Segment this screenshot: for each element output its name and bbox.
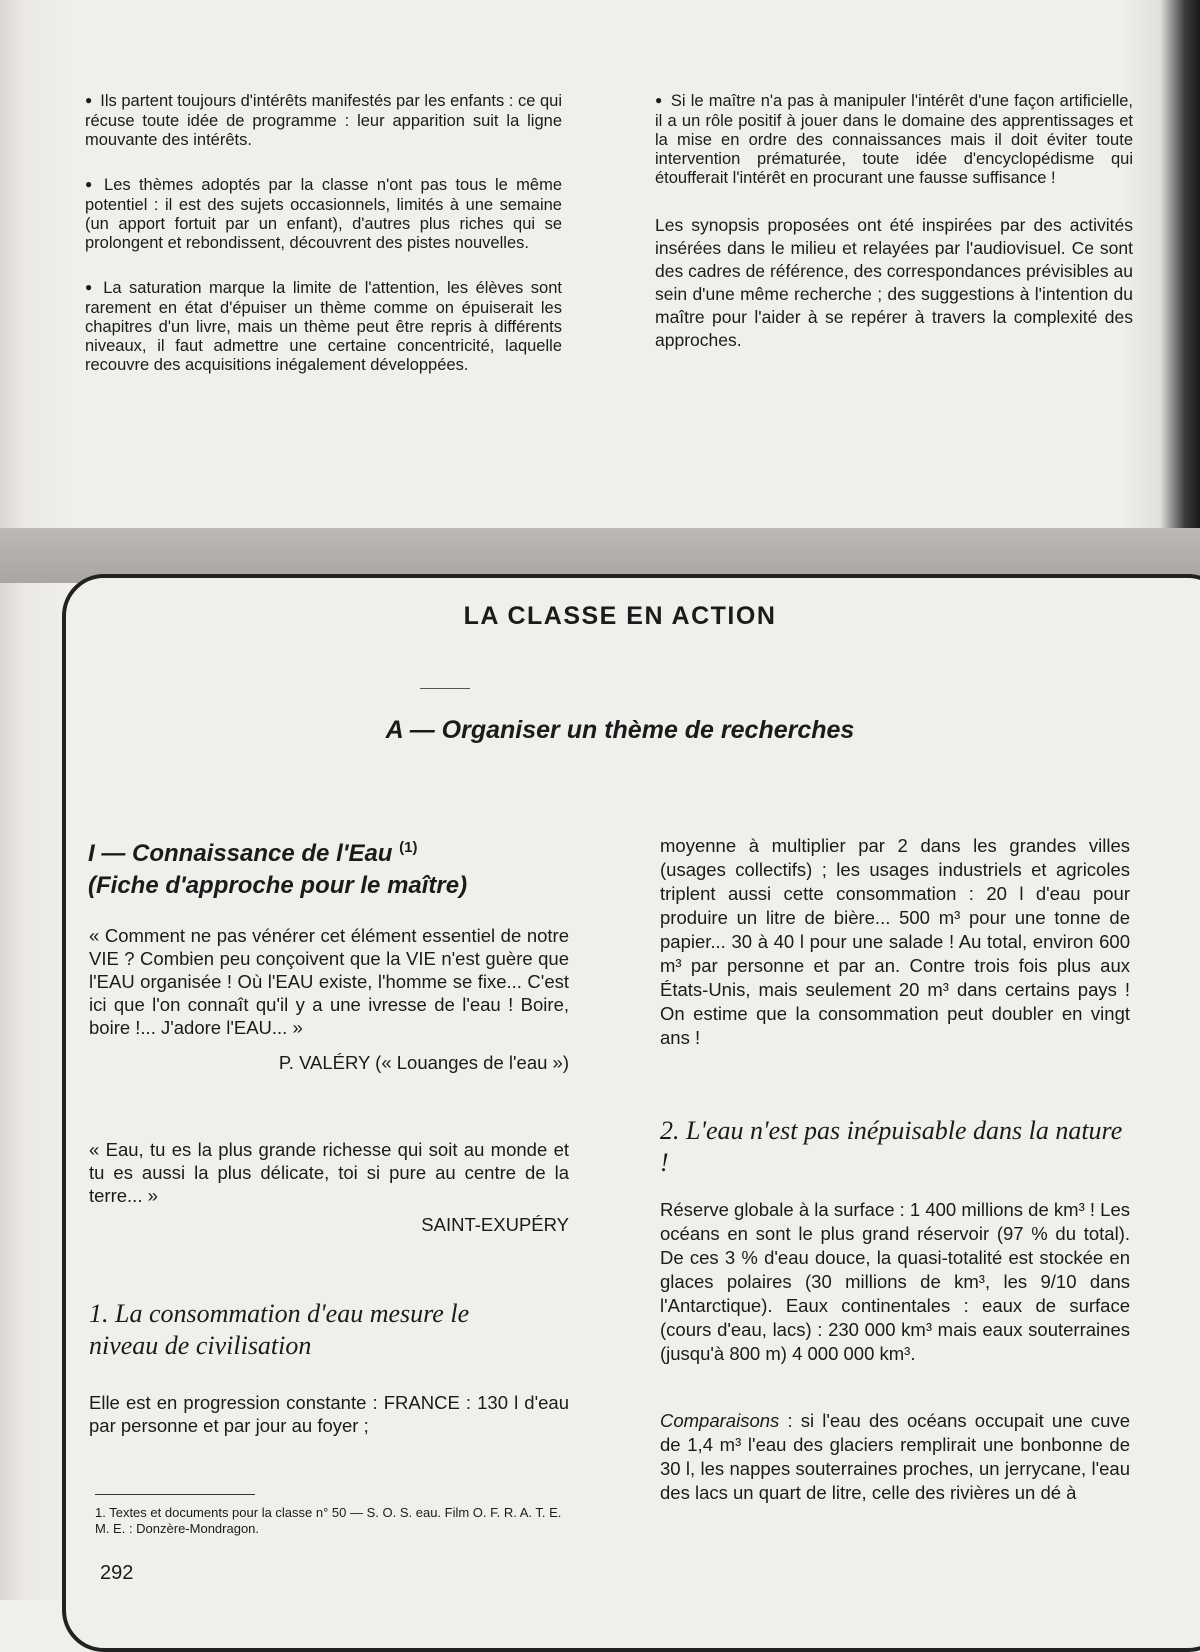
footnote: 1. Textes et documents pour la classe n° 50 — S. O. S. eau. Film O. F. R. A. T. E. M. E. : Donzère-Mondragon. [95, 1505, 562, 1536]
reserves-paragraph: Réserve globale à la surface : 1 400 millions de km³ ! Les océans en sont le plus grand réservoir (97 % du total). De ces 3 % d'eau douce, la quasi-totalité est stockée en glaces polaires (30 millions de km³, les 9/10 dans l'Antarctique). Eaux continentales : eaux de surface (cours d'eau, lacs) : 230 000 km³ mais eaux souterraines (jusqu'à 800 m) 4 000 000 km³. [660, 1199, 1130, 1364]
section-heading-line2: (Fiche d'approche pour le maître) [88, 872, 468, 899]
consumption-continued: moyenne à multiplier par 2 dans les grandes villes (usages collectifs) ; les usages industriels et agricoles triplent aussi cette consommation : 20 l d'eau pour produire un litre de bière... 500 m³ pour une tonne de papier... 30 à 40 l pour une salade ! Au total, environ 600 m³ par personne et par an. Contre trois fois plus aux États-Unis, mais seulement 20 m³ dans certains pays ! On estime que la consommation peut doubler en vingt ans ! [660, 835, 1130, 1048]
quote-text: « Comment ne pas vénérer cet élément essentiel de notre VIE ? Combien peu conçoivent que la VIE n'est guère que l'EAU organisée ! Où l'EAU existe, l'homme se fixe... C'est ici que l'on connaît qu'il y a une ivresse de l'eau ! Boire, boire !... J'adore l'EAU... » [89, 925, 569, 1038]
heading-inexhaustible: 2. L'eau n'est pas inépuisable dans la nature ! [660, 1116, 1123, 1177]
quote-attribution: P. VALÉRY (« Louanges de l'eau ») [278, 1052, 569, 1073]
box-subtitle: A — Organiser un thème de recherches [385, 716, 855, 744]
footnote-ref: (1) [399, 839, 418, 856]
top-right-column [655, 92, 1133, 378]
section-heading-line1: I — Connaissance de l'Eau [88, 840, 393, 867]
comparisons-label: Comparaisons [660, 1410, 780, 1431]
comparisons-text: : si l'eau des océans occupait une cuve de 1,4 m³ l'eau des glaciers remplirait une bonbonne de 30 l, les nappes souterraines proches, un jerrycane, l'eau des lacs un quart de litre, celle des rivières un dé à [660, 1410, 1130, 1503]
top-left-column [85, 92, 562, 401]
comparisons-paragraph [660, 1409, 1130, 1505]
quote-attribution: SAINT-EXUPÉRY [421, 1214, 569, 1235]
section-heading [88, 832, 588, 902]
page-number: 292 [100, 1562, 134, 1584]
bullet-paragraph: ● Ils partent toujours d'intérêts manifestés par les enfants : ce qui récuse toute idée de programme : leur apparition suit la ligne mouvante des intérêts. [85, 92, 562, 150]
quote-valery [89, 924, 569, 1074]
bullet-paragraph: ● Les thèmes adoptés par la classe n'ont pas tous le même potentiel : il est des sujets occasionnels, limités à une semaine (un apport fortuit par un enfant), d'autres plus riches qui se prolongent et rebondissent, découvrent des pistes nouvelles. [85, 176, 562, 253]
consumption-paragraph: Elle est en progression constante : FRANCE : 130 l d'eau par personne et par jour au foyer ; [89, 1392, 569, 1436]
bullet-paragraph: ● Si le maître n'a pas à manipuler l'intérêt d'une façon artificielle, il a un rôle positif à jouer dans le domaine des apprentissages et la mise en ordre des connaissances mais il doit éviter toute intervention prématurée, toute idée d'encyclopédisme qui étoufferait l'intérêt en procurant une fausse suffisance ! [655, 92, 1133, 188]
quote-saint-exupery [89, 1138, 569, 1236]
title-rule [420, 688, 470, 689]
bullet-paragraph: ● La saturation marque la limite de l'attention, les élèves sont rarement en état d'épuiser un thème comme on épuiserait les chapitres d'un livre, mais un thème peut être repris à différents niveaux, il faut admettre une certaine concentricité, laquelle recouvre des acquisitions inégalement développées. [85, 279, 562, 375]
synopsis-paragraph: Les synopsis proposées ont été inspirées par des activités insérées dans le milieu et relayées par l'audiovisuel. Ce sont des cadres de référence, des correspondances prévisibles au sein d'une même recherche ; des suggestions à l'intention du maître pour l'aider à se repérer à travers la complexité des approches. [655, 215, 1133, 350]
quote-text: « Eau, tu es la plus grande richesse qui soit au monde et tu es aussi la plus délicate, toi si pure au centre de la terre... » [89, 1139, 569, 1206]
footnote-rule [95, 1494, 255, 1495]
box-title: LA CLASSE EN ACTION [463, 602, 777, 630]
heading-consumption: 1. La consommation d'eau mesure le niveau de civilisation [89, 1299, 470, 1360]
